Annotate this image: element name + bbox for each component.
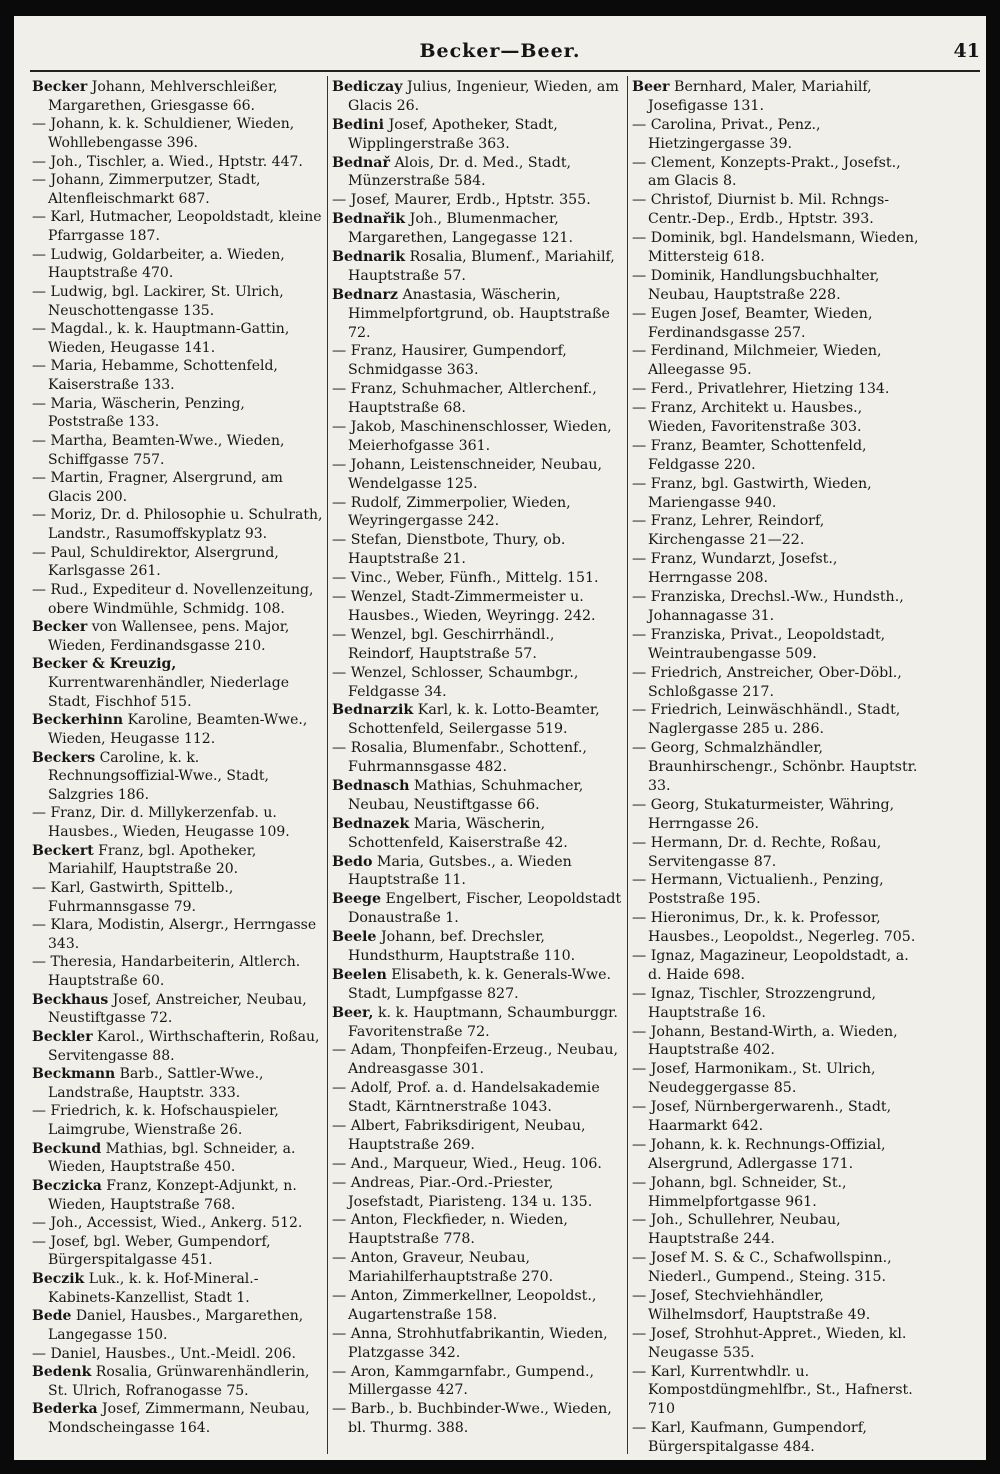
entry-details: Rosalia, Grünwarenhändlerin, St. Ulrich, Rofranogasse 75. [48, 1364, 310, 1399]
entry-details: — Anna, Strohhutfabrikantin, Wieden, Platzgasse 342. [332, 1325, 608, 1361]
directory-entry [632, 1287, 924, 1325]
entry-details: — Martin, Fragner, Alsergrund, am Glacis 200. [32, 470, 283, 505]
entry-details: — Clement, Konzepts-Prakt., Josefst., am Glacis 8. [632, 154, 901, 190]
entry-details: Rosalia, Blumenf., Mariahilf, Hauptstraße 57. [348, 249, 615, 284]
entry-details: Josef, Zimmermann, Neubau, Mondscheingasse 164. [48, 1401, 310, 1436]
entry-details: Johann, bef. Drechsler, Hundsthurm, Hauptstraße 110. [348, 929, 576, 964]
directory-entry [632, 739, 924, 796]
entry-details: — Theresia, Handarbeiterin, Altlerch. Hauptstraße 60. [32, 954, 301, 989]
directory-entry [32, 115, 324, 152]
entry-details: Daniel, Hausbes., Margarethen, Langegasse 150. [48, 1308, 304, 1343]
directory-entry [332, 78, 624, 116]
entry-surname: Beer [632, 79, 670, 95]
directory-entry [32, 916, 324, 953]
directory-entry [32, 469, 324, 506]
entry-surname: Beele [332, 929, 377, 946]
directory-entry [632, 475, 924, 513]
entry-details: — Karl, Hutmacher, Leopoldstadt, kleine Pfarrgasse 187. [32, 209, 322, 244]
directory-entry [632, 947, 924, 985]
directory-entry [632, 342, 924, 380]
directory-entry [32, 991, 324, 1028]
directory-entry [632, 229, 924, 267]
entry-details: Caroline, k. k. Rechnungsoffizial-Wwe., Stadt, Salzgries 186. [48, 749, 269, 803]
directory-entry [32, 544, 324, 581]
entry-details: — Karl, Kaufmann, Gumpendorf, Bürgerspitalgasse 484. [632, 1420, 867, 1456]
directory-entry [32, 1233, 324, 1270]
directory-entry [632, 116, 924, 154]
directory-entry [332, 853, 624, 891]
directory-entry [332, 928, 624, 966]
entry-details: — Stefan, Dienstbote, Thury, ob. Hauptstraße 21. [332, 532, 566, 568]
directory-entry [32, 1363, 324, 1400]
entry-details: Julius, Ingenieur, Wieden, am Glacis 26. [348, 79, 619, 114]
entry-details: — Eugen Josef, Beamter, Wieden, Ferdinandsgasse 257. [632, 305, 873, 341]
entry-details: — Anton, Graveur, Neubau, Mariahilferhauptstraße 270. [332, 1250, 554, 1286]
directory-entry [332, 588, 624, 626]
directory-entry [32, 506, 324, 543]
directory-entry [632, 1023, 924, 1061]
entry-surname: Bedo [332, 853, 373, 870]
directory-entry [32, 357, 324, 394]
entry-details: — Josef M. S. & C., Schafwollspinn., Niederl., Gumpend., Steing. 315. [632, 1250, 892, 1286]
entry-details: Alois, Dr. d. Med., Stadt, Münzerstraße 584. [348, 154, 572, 190]
directory-entry [32, 1177, 324, 1214]
entry-details: — Joh., Accessist, Wied., Ankerg. 512. [32, 1215, 303, 1232]
entry-details: — Jakob, Maschinenschlosser, Wieden, Meierhofgasse 361. [332, 419, 612, 454]
directory-entry [32, 153, 324, 172]
directory-entry [332, 1325, 624, 1363]
entry-details: — Paul, Schuldirektor, Alsergrund, Karlsgasse 261. [32, 544, 279, 580]
entry-details: — Franz, Architekt u. Hausbes., Wieden, Favoritenstraße 303. [632, 400, 863, 436]
entry-details: — Josef, bgl. Weber, Gumpendorf, Bürgerspitalgasse 451. [32, 1233, 271, 1269]
directory-entry [332, 1249, 624, 1287]
directory-entry [632, 1098, 924, 1136]
entry-details: — Ferd., Privatlehrer, Hietzing 134. [632, 381, 890, 398]
directory-entry [332, 664, 624, 702]
column-divider-2 [627, 76, 628, 1454]
entry-details: — Anton, Fleckfieder, n. Wieden, Hauptstraße 778. [332, 1212, 568, 1248]
entry-details: Johann, Mehlverschleißer, Margarethen, Griesgasse 66. [48, 79, 278, 114]
entry-surname: Beczicka [32, 1177, 102, 1194]
directory-entry [332, 1041, 624, 1079]
directory-entry [32, 581, 324, 618]
entry-details: — Moriz, Dr. d. Philosophie u. Schulrath, Landstr., Rasumoffskyplatz 93. [32, 507, 323, 542]
entry-details: Maria, Wäscherin, Schottenfeld, Kaiserstraße 42. [348, 815, 568, 851]
directory-entry [632, 78, 924, 116]
directory-entry [632, 834, 924, 872]
page-header [14, 38, 986, 70]
directory-entry [32, 804, 324, 841]
directory-entry [32, 320, 324, 357]
directory-entry [332, 531, 624, 569]
directory-entry [32, 749, 324, 805]
entry-surname: Beer, [332, 1004, 374, 1021]
entry-details: — Hermann, Victualienh., Penzing, Poststraße 195. [632, 872, 884, 908]
directory-entry [32, 1214, 324, 1233]
column-divider-1 [327, 76, 328, 1454]
entry-details: — Klara, Modistin, Alsergr., Herrngasse 343. [32, 917, 317, 952]
entry-surname: Bednarz [332, 286, 398, 303]
directory-entry [632, 588, 924, 626]
entry-surname: Bednarzik [332, 702, 414, 719]
directory-entry [332, 210, 624, 248]
entry-details: — Franz, Hausirer, Gumpendorf, Schmidgasse 363. [332, 343, 567, 379]
entry-details: — Maria, Wäscherin, Penzing, Poststraße 133. [32, 395, 245, 431]
entry-details: Anastasia, Wäscherin, Himmelpfortgrund, ob. Hauptstraße 72. [348, 286, 610, 341]
entry-details: — Andreas, Piar.-Ord.-Priester, Josefstadt, Piaristeng. 134 u. 135. [332, 1174, 593, 1210]
directory-entry [32, 1028, 324, 1065]
directory-entry [632, 985, 924, 1023]
directory-entry [332, 116, 624, 154]
entry-details: Mathias, bgl. Schneider, a. Wieden, Hauptstraße 450. [48, 1140, 296, 1176]
directory-entry [332, 815, 624, 853]
entry-details: Mathias, Schuhmacher, Neubau, Neustiftgasse 66. [348, 777, 584, 813]
entry-details: Karl, k. k. Lotto-Beamter, Schottenfeld, Seilergasse 519. [348, 702, 600, 738]
entry-details: — Karl, Kurrentwhdlr. u. Kompostdüngmehlfbr., St., Hafnerst. 710 [632, 1363, 913, 1418]
entry-details: — Rud., Expediteur d. Novellenzeitung, obere Windmühle, Schmidg. 108. [32, 581, 314, 617]
column-2 [332, 78, 624, 1458]
entry-details: Franz, Konzept-Adjunkt, n. Wieden, Hauptstraße 768. [48, 1177, 297, 1213]
entry-surname: Bederka [32, 1401, 98, 1418]
entry-surname: Beckert [32, 842, 94, 859]
directory-entry [332, 286, 624, 343]
entry-details: — Magdal., k. k. Hauptmann-Gattin, Wieden, Heugasse 141. [32, 321, 290, 356]
directory-entry [632, 437, 924, 475]
entry-details: — Wenzel, Schlosser, Schaumbgr., Feldgasse 34. [332, 664, 579, 700]
directory-entry [32, 171, 324, 208]
directory-entry [32, 655, 324, 711]
entry-details: Maria, Gutsbes., a. Wieden Hauptstraße 11. [348, 853, 572, 889]
directory-entry [332, 191, 624, 210]
entry-surname: Beckler [32, 1028, 93, 1045]
directory-entry [32, 842, 324, 879]
entry-details: — Daniel, Hausbes., Unt.-Meidl. 206. [32, 1345, 296, 1362]
directory-entry [332, 1079, 624, 1117]
directory-entry [32, 618, 324, 655]
directory-entry [632, 380, 924, 399]
entry-surname: Bede [32, 1308, 72, 1325]
directory-entry [332, 1155, 624, 1174]
entry-details: Franz, bgl. Apotheker, Mariahilf, Hauptstraße 20. [48, 842, 257, 878]
directory-entry [332, 1287, 624, 1325]
entry-details: — Franz, Dir. d. Millykerzenfab. u. Hausbes., Wieden, Heugasse 109. [32, 805, 290, 840]
directory-entry [332, 380, 624, 418]
column-3 [632, 78, 924, 1458]
entry-surname: Bednazek [332, 815, 410, 832]
directory-entry [332, 966, 624, 1004]
entry-details: — Josef, Stechviehhändler, Wilhelmsdorf, Hauptstraße 49. [632, 1288, 871, 1323]
entry-details: Joh., Blumenmacher, Margarethen, Langegasse 121. [348, 211, 573, 247]
directory-entry [32, 1345, 324, 1364]
entry-details: — Franziska, Drechsl.-Ww., Hundsth., Johannagasse 31. [632, 589, 904, 624]
directory-entry [632, 1419, 924, 1457]
entry-details: Engelbert, Fischer, Leopoldstadt Donaustraße 1. [348, 891, 622, 927]
entry-details: — Anton, Zimmerkellner, Leopoldst., Augartenstraße 158. [332, 1288, 597, 1323]
directory-entry [332, 494, 624, 532]
directory-entry [632, 512, 924, 550]
entry-details: — Georg, Stukaturmeister, Währing, Herrngasse 26. [632, 796, 895, 832]
directory-entry [632, 305, 924, 343]
directory-entry [332, 890, 624, 928]
entry-surname: Beckmann [32, 1066, 116, 1083]
directory-entry [632, 1211, 924, 1249]
entry-details: — Friedrich, k. k. Hofschauspieler, Laimgrube, Wienstraße 26. [32, 1103, 279, 1138]
entry-details: Bernhard, Maler, Mariahilf, Josefigasse 131. [648, 79, 872, 114]
directory-entry [332, 456, 624, 494]
entry-details: — And., Marqueur, Wied., Heug. 106. [332, 1155, 602, 1172]
entry-surname: Beckhaus [32, 991, 109, 1008]
directory-entry [332, 569, 624, 588]
entry-details: Barb., Sattler-Wwe., Landstraße, Hauptstr. 333. [48, 1066, 264, 1101]
directory-page [14, 16, 986, 1460]
entry-details: — Dominik, Handlungsbuchhalter, Neubau, Hauptstraße 228. [632, 267, 880, 303]
directory-entry [332, 154, 624, 192]
entry-details: — Dominik, bgl. Handelsmann, Wieden, Mittersteig 618. [632, 230, 919, 266]
directory-entry [632, 1060, 924, 1098]
directory-entry [632, 626, 924, 664]
entry-details: — Christof, Diurnist b. Mil. Rchngs-Centr.-Dep., Erdb., Hptstr. 393. [632, 192, 890, 228]
directory-entry [632, 1174, 924, 1212]
entry-details: — Johann, Bestand-Wirth, a. Wieden, Hauptstraße 402. [632, 1023, 898, 1059]
entry-details: Karol., Wirthschafterin, Roßau, Servitengasse 88. [48, 1028, 320, 1064]
directory-entry [632, 1325, 924, 1363]
entry-details: — Johann, k. k. Schuldiener, Wieden, Wohllebengasse 396. [32, 116, 295, 151]
entry-surname: Beelen [332, 966, 387, 983]
directory-entry [332, 1004, 624, 1042]
directory-entry [32, 879, 324, 916]
entry-details: — Wenzel, Stadt-Zimmermeister u. Hausbes., Wieden, Weyringg. 242. [332, 589, 596, 624]
entry-details: — Rosalia, Blumenfabr., Schottenf., Fuhrmannsgasse 482. [332, 740, 587, 776]
entry-details: — Aron, Kammgarnfabr., Gumpend., Millergasse 427. [332, 1363, 595, 1399]
directory-entry [32, 246, 324, 283]
directory-entry [332, 1400, 624, 1438]
directory-entry [32, 395, 324, 432]
page-number: 41 [953, 40, 980, 62]
entry-details: — Franz, bgl. Gastwirth, Wieden, Mariengasse 940. [632, 475, 872, 511]
entry-surname: Beckers [32, 749, 96, 766]
running-title: Becker—Beer. [419, 40, 581, 62]
directory-entry [632, 796, 924, 834]
directory-entry [332, 701, 624, 739]
entry-surname: Becker & Kreuzig, [32, 656, 177, 673]
entry-surname: Bedenk [32, 1364, 92, 1381]
directory-entry [332, 1174, 624, 1212]
directory-entry [632, 1249, 924, 1287]
directory-entry [32, 1102, 324, 1139]
directory-entry [632, 550, 924, 588]
directory-entry [332, 342, 624, 380]
entry-details: — Friedrich, Leinwäschhändl., Stadt, Naglergasse 285 u. 286. [632, 702, 901, 738]
directory-entry [632, 909, 924, 947]
entry-details: — Martha, Beamten-Wwe., Wieden, Schiffgasse 757. [32, 432, 285, 468]
entry-details: — Hermann, Dr. d. Rechte, Roßau, Servitengasse 87. [632, 834, 882, 870]
entry-details: Kurrentwarenhändler, Niederlage Stadt, Fischhof 515. [48, 675, 289, 710]
entry-details: — Adolf, Prof. a. d. Handelsakademie Stadt, Kärntnerstraße 1043. [332, 1080, 600, 1116]
entry-details: — Josef, Maurer, Erdb., Hptstr. 355. [332, 192, 591, 209]
entry-details: — Ludwig, Goldarbeiter, a. Wieden, Hauptstraße 470. [32, 246, 285, 282]
directory-entry [32, 953, 324, 990]
directory-entry [32, 1140, 324, 1177]
entry-details: — Josef, Nürnbergerwarenh., Stadt, Haarmarkt 642. [632, 1099, 892, 1134]
entry-surname: Bednasch [332, 777, 410, 794]
entry-details: — Joh., Tischler, a. Wied., Hptstr. 447. [32, 153, 303, 170]
directory-entry [632, 871, 924, 909]
entry-surname: Bednařik [332, 211, 406, 228]
entry-details: Josef, Apotheker, Stadt, Wipplingerstraße 363. [348, 116, 558, 152]
entry-details: von Wallensee, pens. Major, Wieden, Ferdinandsgasse 210. [48, 619, 290, 654]
entry-details: — Josef, Harmonikam., St. Ulrich, Neudeggergasse 85. [632, 1061, 876, 1097]
directory-entry [632, 1136, 924, 1174]
directory-entry [32, 711, 324, 748]
entry-details: — Adam, Thonpfeifen-Erzeug., Neubau, Andreasgasse 301. [332, 1042, 618, 1078]
directory-entry [32, 432, 324, 469]
directory-entry [632, 701, 924, 739]
entry-details: Karoline, Beamten-Wwe., Wieden, Heugasse 112. [48, 712, 308, 747]
entry-details: — Vinc., Weber, Fünfh., Mittelg. 151. [332, 570, 599, 587]
directory-entry [632, 1363, 924, 1420]
entry-surname: Bediczay [332, 79, 403, 95]
directory-entry [32, 1065, 324, 1102]
entry-details: — Johann, bgl. Schneider, St., Himmelpfortgasse 961. [632, 1174, 847, 1210]
entry-details: — Barb., b. Buchbinder-Wwe., Wieden, bl. Thurmg. 388. [332, 1401, 612, 1437]
entry-details: — Hieronimus, Dr., k. k. Professor, Hausbes., Leopoldst., Negerleg. 705. [632, 910, 916, 946]
entry-surname: Bednarik [332, 249, 406, 266]
entry-details: — Johann, Zimmerputzer, Stadt, Altenfleischmarkt 687. [32, 172, 261, 207]
directory-entry [332, 1363, 624, 1401]
entry-surname: Beckund [32, 1140, 102, 1157]
entry-details: k. k. Hauptmann, Schaumburggr. Favoritenstraße 72. [348, 1004, 618, 1040]
directory-entry [32, 78, 324, 115]
entry-details: — Franziska, Privat., Leopoldstadt, Weintraubengasse 509. [632, 626, 886, 662]
directory-entry [32, 1270, 324, 1307]
entry-details: — Georg, Schmalzhändler, Braunhirschengr., Schönbr. Hauptstr. 33. [632, 740, 918, 794]
entry-surname: Bednař [332, 154, 390, 171]
entry-surname: Becker [32, 79, 88, 95]
directory-entry [32, 1307, 324, 1344]
directory-entry [632, 191, 924, 229]
directory-entry [332, 626, 624, 664]
entry-details: Luk., k. k. Hof-Mineral.-Kabinets-Kanzellist, Stadt 1. [48, 1271, 259, 1306]
entry-surname: Beege [332, 891, 381, 908]
entry-details: — Joh., Schullehrer, Neubau, Hauptstraße 244. [632, 1212, 841, 1248]
directory-entry [332, 739, 624, 777]
header-rule [30, 70, 980, 72]
entry-details: — Maria, Hebamme, Schottenfeld, Kaiserstraße 133. [32, 358, 278, 393]
entry-surname: Bedini [332, 116, 385, 133]
entry-details: — Ludwig, bgl. Lackirer, St. Ulrich, Neuschottengasse 135. [32, 283, 284, 319]
entry-details: — Josef, Strohhut-Appret., Wieden, kl. Neugasse 535. [632, 1325, 907, 1361]
directory-entry [332, 777, 624, 815]
column-1 [32, 78, 324, 1458]
directory-entry [632, 154, 924, 192]
entry-details: — Karl, Gastwirth, Spittelb., Fuhrmannsgasse 79. [32, 879, 234, 915]
directory-entry [32, 208, 324, 245]
entry-details: — Friedrich, Anstreicher, Ober-Döbl., Schloßgasse 217. [632, 664, 902, 700]
entry-details: — Franz, Wundarzt, Josefst., Herrngasse 208. [632, 551, 838, 587]
entry-details: — Johann, Leistenschneider, Neubau, Wendelgasse 125. [332, 456, 602, 492]
entry-details: — Ferdinand, Milchmeier, Wieden, Alleegasse 95. [632, 343, 882, 379]
directory-entry [32, 283, 324, 320]
entry-details: — Carolina, Privat., Penz., Hietzingergasse 39. [632, 116, 821, 152]
entry-details: — Ignaz, Tischler, Strozzengrund, Hauptstraße 16. [632, 985, 876, 1021]
directory-entry [632, 267, 924, 305]
entry-surname: Beckerhinn [32, 712, 124, 729]
entry-surname: Becker [32, 619, 88, 636]
entry-details: Josef, Anstreicher, Neubau, Neustiftgasse 72. [48, 991, 307, 1027]
directory-entry [332, 418, 624, 456]
entry-details: — Johann, k. k. Rechnungs-Offizial, Alsergrund, Adlergasse 171. [632, 1136, 886, 1172]
directory-entry [32, 1400, 324, 1437]
entry-details: — Albert, Fabriksdirigent, Neubau, Hauptstraße 269. [332, 1117, 586, 1153]
directory-entry [332, 1211, 624, 1249]
entry-details: — Franz, Lehrer, Reindorf, Kirchengasse 21—22. [632, 513, 825, 549]
directory-entry [332, 1117, 624, 1155]
entry-details: — Franz, Schuhmacher, Altlerchenf., Hauptstraße 68. [332, 381, 597, 417]
directory-entry [332, 248, 624, 286]
entry-surname: Beczik [32, 1271, 85, 1287]
entry-details: Elisabeth, k. k. Generals-Wwe. Stadt, Lumpfgasse 827. [348, 966, 612, 1002]
entry-details: — Rudolf, Zimmerpolier, Wieden, Weyringergasse 242. [332, 494, 571, 530]
entry-details: — Franz, Beamter, Schottenfeld, Feldgasse 220. [632, 437, 867, 473]
directory-entry [632, 399, 924, 437]
directory-entry [632, 664, 924, 702]
entry-details: — Wenzel, bgl. Geschirrhändl., Reindorf, Hauptstraße 57. [332, 626, 555, 662]
entry-details: — Ignaz, Magazineur, Leopoldstadt, a. d. Haide 698. [632, 947, 909, 983]
